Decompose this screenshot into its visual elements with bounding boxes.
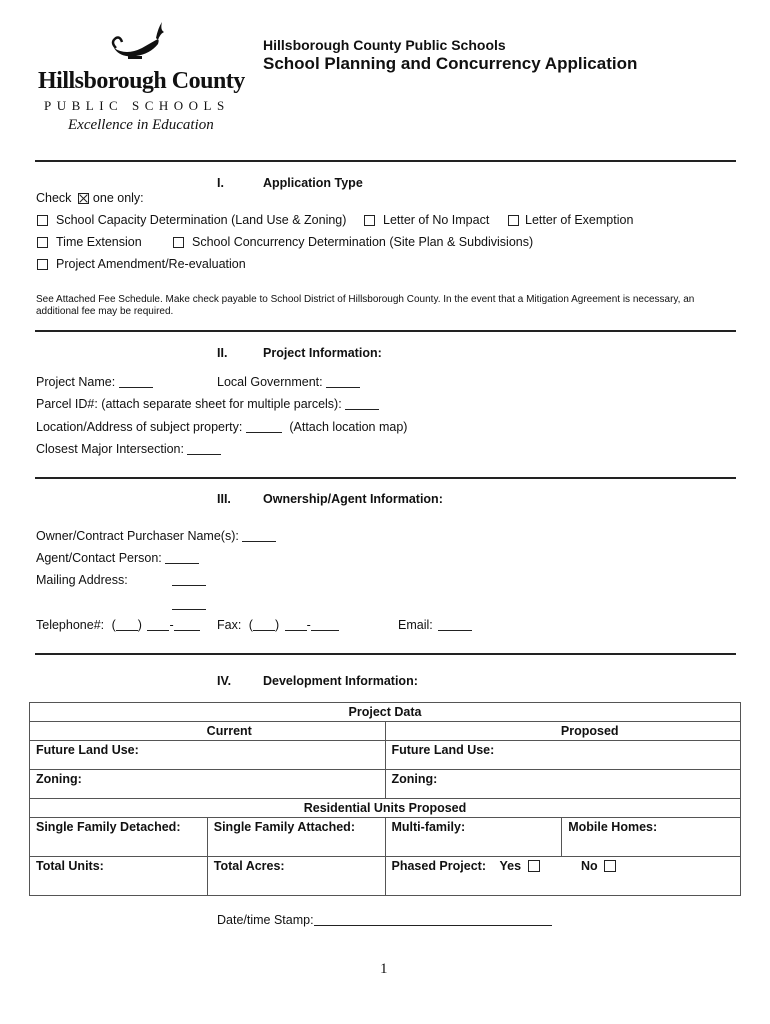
no-impact-label: Letter of No Impact — [383, 213, 490, 227]
option-exemption[interactable] — [508, 213, 633, 227]
concurrency-checkbox[interactable] — [173, 237, 184, 248]
owner-label: Owner/Contract Purchaser Name(s): — [36, 529, 239, 543]
datestamp-field[interactable] — [314, 913, 552, 926]
logo-tagline: Excellence in Education — [68, 117, 214, 133]
table-row — [30, 818, 741, 857]
email-row — [398, 618, 472, 632]
total-units-cell[interactable]: Total Units: — [30, 857, 208, 896]
intersection-field[interactable] — [187, 442, 221, 455]
fee-note: See Attached Fee Schedule. Make check payable to School District of Hillsborough County. In the event that a Mitigation Agreement is necessary, an — [36, 294, 695, 305]
phased-yes-checkbox[interactable] — [528, 860, 540, 872]
project-name-row — [36, 375, 153, 389]
logo-line-county: Hillsborough County — [38, 68, 245, 94]
parcel-row — [36, 397, 379, 411]
multi-family-cell[interactable]: Multi-family: — [385, 818, 562, 857]
owner-row — [36, 529, 276, 543]
location-label: Location/Address of subject property: — [36, 420, 243, 434]
project-name-label: Project Name: — [36, 375, 116, 389]
agent-row — [36, 551, 199, 565]
local-government-field[interactable] — [326, 375, 360, 388]
table-row — [30, 741, 741, 770]
section1-number: I. — [217, 176, 224, 190]
section1-title: Application Type — [263, 176, 363, 190]
fax-line[interactable] — [311, 618, 339, 631]
telephone-paren-close: ) — [137, 618, 142, 632]
telephone-row — [36, 618, 200, 632]
agent-field[interactable] — [165, 551, 199, 564]
mobile-homes-cell[interactable]: Mobile Homes: — [562, 818, 741, 857]
local-government-row — [217, 375, 360, 389]
check-suffix: one only: — [92, 191, 144, 205]
telephone-prefix[interactable] — [147, 618, 169, 631]
option-time-extension[interactable] — [37, 235, 142, 249]
intersection-row — [36, 442, 221, 456]
page-title: School Planning and Concurrency Application — [263, 54, 638, 73]
agent-label: Agent/Contact Person: — [36, 551, 162, 565]
fax-prefix[interactable] — [285, 618, 307, 631]
section3-number: III. — [217, 492, 231, 506]
project-name-field[interactable] — [119, 375, 153, 388]
email-field[interactable] — [438, 618, 472, 631]
fax-label: Fax: — [217, 618, 242, 632]
table-row — [30, 799, 741, 818]
amendment-label: Project Amendment/Re-evaluation — [56, 257, 246, 271]
organization-name: Hillsborough County Public Schools — [263, 37, 506, 53]
mailing-field-line2[interactable] — [172, 597, 206, 610]
current-zoning-cell[interactable]: Zoning: — [30, 770, 386, 799]
fax-row — [217, 618, 339, 632]
section3-title: Ownership/Agent Information: — [263, 492, 443, 506]
table-row — [30, 857, 741, 896]
lamp-of-learning-icon — [106, 18, 166, 60]
current-header: Current — [30, 722, 386, 741]
telephone-dash: - — [169, 618, 174, 632]
amendment-checkbox[interactable] — [37, 259, 48, 270]
datestamp-row — [217, 913, 552, 927]
location-field[interactable] — [246, 420, 282, 433]
page-number: 1 — [380, 961, 388, 977]
parcel-field[interactable] — [345, 397, 379, 410]
owner-field[interactable] — [242, 529, 276, 542]
section4-number: IV. — [217, 674, 232, 688]
option-no-impact[interactable] — [364, 213, 489, 227]
location-note: (Attach location map) — [289, 420, 408, 434]
section2-title: Project Information: — [263, 346, 382, 360]
phased-project-label: Phased Project: — [391, 859, 486, 873]
divider-section2 — [35, 330, 736, 332]
divider-section3 — [35, 477, 736, 479]
current-future-land-use-cell[interactable]: Future Land Use: — [30, 741, 386, 770]
fee-note-continued: additional fee may be required. — [36, 306, 174, 317]
capacity-checkbox[interactable] — [37, 215, 48, 226]
location-row — [36, 420, 407, 434]
proposed-header: Proposed — [385, 722, 741, 741]
option-concurrency[interactable] — [173, 235, 533, 249]
section4-title: Development Information: — [263, 674, 418, 688]
proposed-future-land-use-cell[interactable]: Future Land Use: — [385, 741, 741, 770]
checked-box-icon — [78, 193, 89, 204]
email-label: Email: — [398, 618, 433, 632]
mailing-label: Mailing Address: — [36, 573, 128, 587]
fax-area-code[interactable] — [253, 618, 275, 631]
time-extension-checkbox[interactable] — [37, 237, 48, 248]
district-logo — [38, 18, 245, 136]
telephone-paren-open: ( — [111, 618, 116, 632]
fax-paren-open: ( — [248, 618, 253, 632]
local-government-label: Local Government: — [217, 375, 323, 389]
logo-line-public-schools: PUBLIC SCHOOLS — [44, 98, 230, 113]
table-current-proposed-row — [30, 722, 741, 741]
sf-attached-cell[interactable]: Single Family Attached: — [207, 818, 385, 857]
fax-dash: - — [306, 618, 311, 632]
mailing-row — [36, 573, 128, 587]
option-capacity[interactable] — [37, 213, 346, 227]
proposed-zoning-cell[interactable]: Zoning: — [385, 770, 741, 799]
fax-paren-close: ) — [274, 618, 280, 632]
section2-number: II. — [217, 346, 228, 360]
exemption-checkbox[interactable] — [508, 215, 519, 226]
parcel-label: Parcel ID#: (attach separate sheet for multiple parcels): — [36, 397, 342, 411]
option-amendment[interactable] — [37, 257, 246, 271]
intersection-label: Closest Major Intersection: — [36, 442, 184, 456]
phased-project-cell — [385, 857, 741, 896]
check-instruction — [36, 191, 144, 205]
telephone-area-code[interactable] — [116, 618, 138, 631]
sf-detached-cell[interactable]: Single Family Detached: — [30, 818, 208, 857]
phased-no-checkbox[interactable] — [604, 860, 616, 872]
datestamp-label: Date/time Stamp: — [217, 913, 314, 927]
table-row — [30, 770, 741, 799]
phased-yes-label: Yes — [499, 859, 522, 873]
telephone-line[interactable] — [174, 618, 200, 631]
telephone-label: Telephone#: — [36, 618, 105, 632]
no-impact-checkbox[interactable] — [364, 215, 375, 226]
table-header-row — [30, 703, 741, 722]
capacity-label: School Capacity Determination (Land Use & Zoning) — [56, 213, 347, 227]
residential-units-header: Residential Units Proposed — [30, 799, 741, 818]
project-data-table — [29, 702, 741, 896]
divider-top — [35, 160, 736, 162]
exemption-label: Letter of Exemption — [525, 213, 634, 227]
mailing-field-line1[interactable] — [172, 573, 206, 586]
divider-section4 — [35, 653, 736, 655]
check-prefix: Check — [36, 191, 72, 205]
phased-no-label: No — [581, 859, 598, 873]
time-extension-label: Time Extension — [56, 235, 142, 249]
project-data-header: Project Data — [30, 703, 741, 722]
concurrency-label: School Concurrency Determination (Site Plan & Subdivisions) — [192, 235, 534, 249]
total-acres-cell[interactable]: Total Acres: — [207, 857, 385, 896]
